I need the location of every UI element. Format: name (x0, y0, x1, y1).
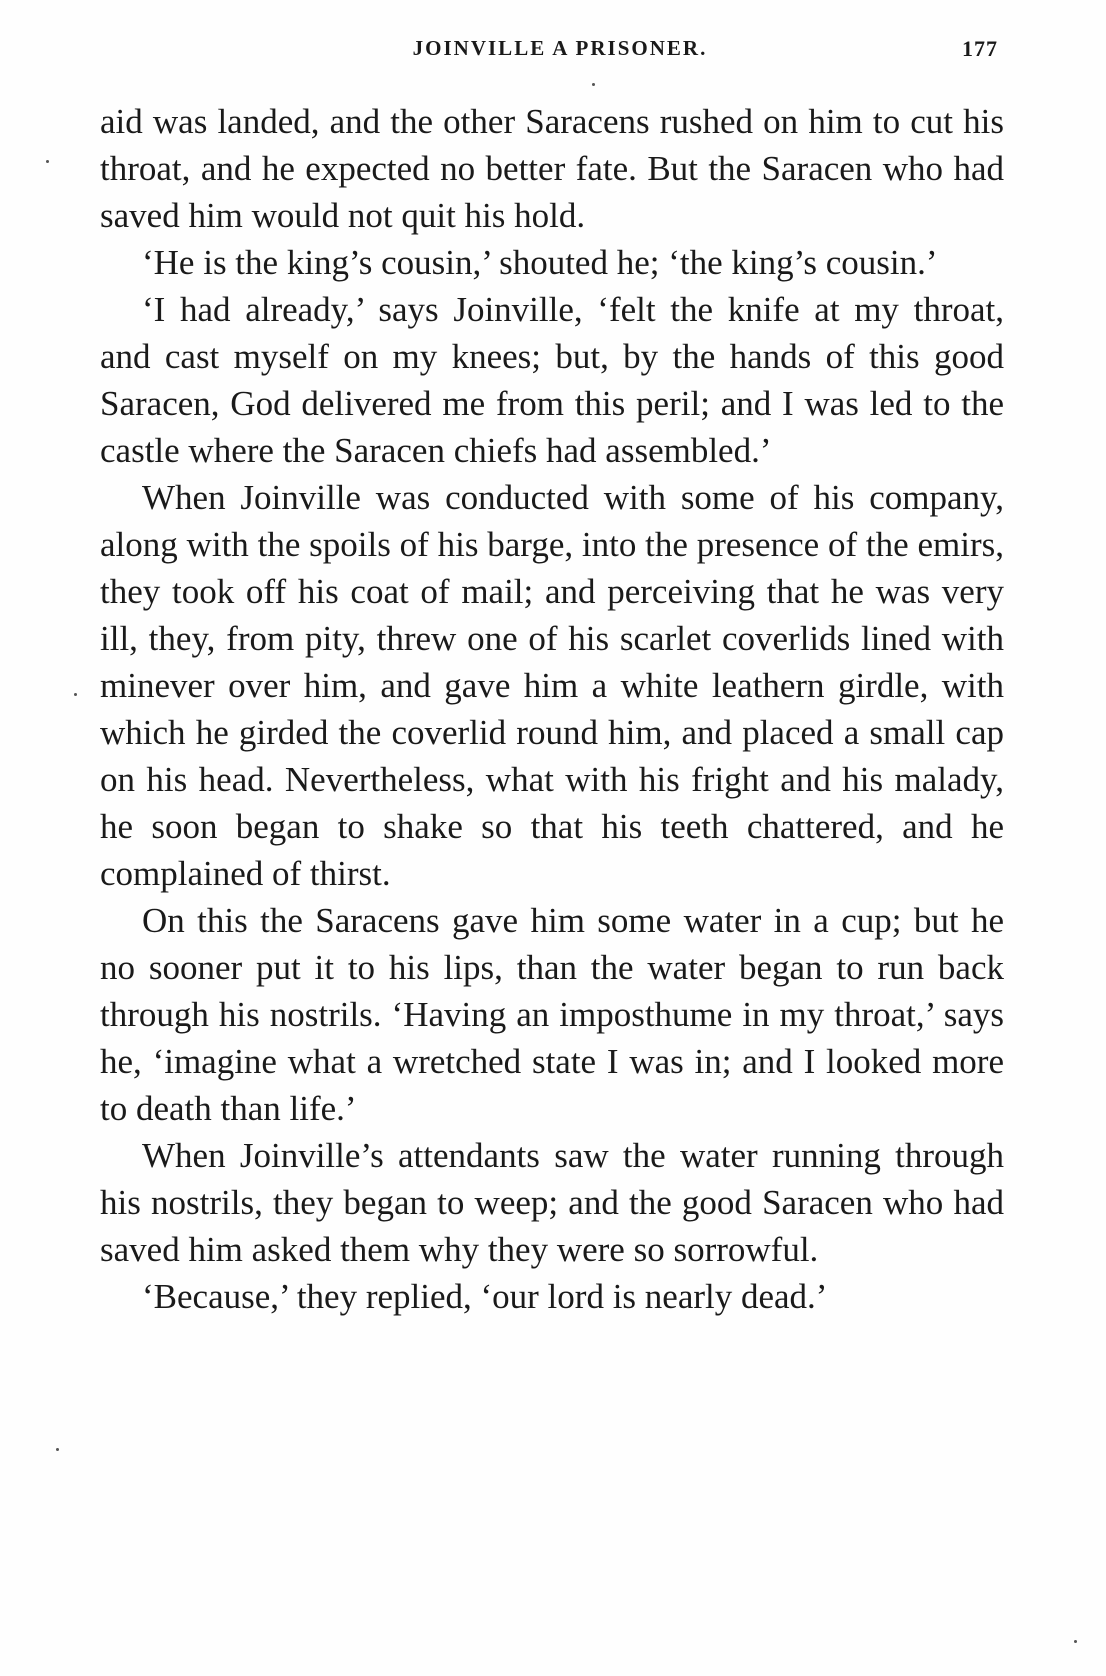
paragraph-2: ‘He is the king’s cousin,’ shouted he; ‘the king’s cousin.’ (142, 243, 938, 282)
scan-speck (74, 693, 77, 696)
paragraph-7: ‘Because,’ they replied, ‘our lord is nearly dead.’ (142, 1277, 828, 1316)
paragraph-4: When Joinville was conducted with some of his company, along with the spoils of his barge, into the presence of the emirs, they took off his coat of mail; and perceiving that he was very ill, they, from pity, threw one of his scarlet coverlids lined with minever over him, and gave him a white leathern girdle, with which he girded the coverlid round him, and placed a small cap on his head. Nevertheless, what with his fright and his malady, he soon began to shake so that his teeth chattered, and he complained of thirst. (100, 478, 1004, 893)
paragraph-1: aid was landed, and the other Saracens rushed on him to cut his throat, and he expected no better fate. But the Saracen who had saved him would not quit his hold. (100, 102, 1004, 235)
paragraph-5: On this the Saracens gave him some water in a cup; but he no sooner put it to his lips, than the water began to run back through his nostrils. ‘Having an imposthume in my throat,’ says he, ‘imagine what a wretched state I was in; and I looked more to death than life.’ (100, 901, 1004, 1128)
running-head (100, 36, 1020, 66)
page-number: 177 (962, 36, 998, 61)
scan-speck (592, 83, 595, 86)
body-text (100, 98, 1004, 1320)
scan-speck (1074, 1640, 1077, 1643)
running-title: JOINVILLE A PRISONER. (412, 36, 708, 60)
scan-speck (46, 160, 49, 163)
scan-speck (56, 1448, 59, 1451)
paragraph-3: ‘I had already,’ says Joinville, ‘felt the knife at my throat, and cast myself on my knees; but, by the hands of this good Saracen, God delivered me from this peril; and I was led to the castle where the Saracen chiefs had assembled.’ (100, 290, 1004, 470)
paragraph-6: When Joinville’s attendants saw the water running through his nostrils, they began to weep; and the good Saracen who had saved him asked them why they were so sorrowful. (100, 1136, 1004, 1269)
